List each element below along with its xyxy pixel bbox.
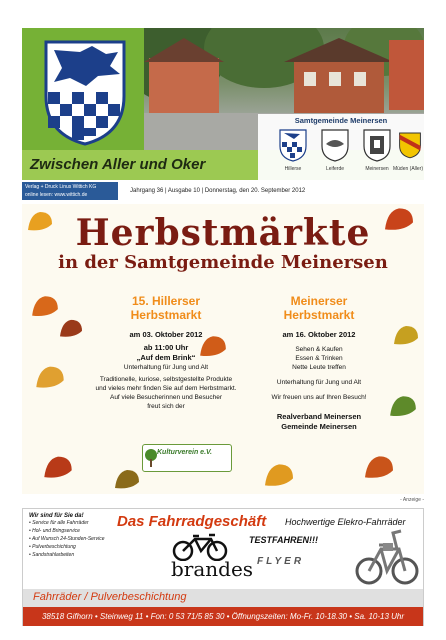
leaf-icon [58, 318, 84, 340]
leaf-icon [34, 364, 66, 392]
services-intro: Wir sind für Sie da! [29, 513, 84, 519]
tree-icon [145, 448, 157, 468]
service-item: • Pulverbeschichtung [29, 544, 76, 550]
leaf-icon [362, 454, 396, 482]
leaf-icon [30, 294, 60, 320]
leaf-icon [262, 462, 296, 490]
brandes-band [23, 589, 423, 607]
services-list [29, 513, 119, 559]
meinersen-line-3: Nette Leute treffen [292, 364, 346, 371]
meinersen-line-1: Sehen & Kaufen [295, 346, 343, 353]
flyer-logo-text: FLYER [257, 556, 305, 567]
meinersen-org-1: Realverband Meinersen [276, 412, 362, 421]
meinersen-heading-2: Herbstmarkt [283, 308, 355, 322]
header-green-block [22, 28, 152, 150]
ad-subtitle: in der Samtgemeinde Meinersen [58, 252, 388, 273]
brandes-ad [22, 508, 424, 626]
hillerse-market-column [82, 294, 250, 411]
mueden-crest-icon [398, 128, 422, 162]
hillerse-place: „Auf dem Brink“ [136, 353, 196, 362]
service-item: • Hol- und Bringservice [29, 528, 80, 534]
service-item: • Service für alle Fahrräder [29, 520, 89, 526]
brandes-tagline: Hochwertige Elekro-Fahrräder [285, 517, 406, 527]
leaf-icon [42, 454, 74, 482]
meinersen-org-2: Gemeinde Meinersen [281, 422, 357, 431]
brandes-footer: 38518 Gifhorn • Steinweg 11 • Fon: 0 53 71/5 85 30 • Öffnungszeiten: Mo-Fr. 10-18.30 • Sa. 10-13 Uhr [23, 607, 423, 626]
anzeige-label: - Anzeige - [400, 497, 424, 503]
crest-label-meinersen: Meinersen [365, 166, 389, 172]
newspaper-title: Zwischen Aller und Oker [30, 156, 206, 173]
hillerse-date: am 03. Oktober 2012 [129, 330, 203, 339]
leaf-icon [392, 324, 420, 348]
samtgemeinde-panel [258, 114, 424, 180]
samtgemeinde-title: Samtgemeinde Meinersen [294, 116, 388, 125]
leaf-icon [112, 468, 142, 492]
publisher-url[interactable]: online lesen: www.wittich.de [25, 192, 88, 198]
issue-info-bar [22, 182, 424, 200]
flyer-logo [257, 551, 353, 565]
publisher-box [22, 182, 118, 200]
meinersen-line-2: Essen & Trinken [295, 355, 343, 362]
testfahren-label: TESTFAHREN!!! [249, 535, 318, 545]
e-bike-icon [355, 525, 419, 587]
issue-line: Jahrgang 36 | Ausgabe 10 | Donnerstag, den 20. September 2012 [130, 188, 306, 194]
hillerse-heading-1: 15. Hillerser [131, 294, 201, 308]
meinersen-line-4: Unterhaltung für Jung und Alt [276, 379, 362, 386]
newspaper-header [22, 28, 424, 180]
brandes-logo-text: brandes [171, 557, 254, 581]
meinersen-heading-1: Meinerser [290, 294, 348, 308]
ad-title: Herbstmärkte [75, 212, 371, 254]
meinersen-crest-icon [362, 128, 392, 162]
leiferde-crest-icon [320, 128, 350, 162]
hillerse-line-1: Unterhaltung für Jung und Alt [123, 364, 209, 371]
hillerse-line-3: und vieles mehr finden Sie auf dem Herbstmarkt. [95, 385, 237, 392]
crest-label-hillerse: Hillerse [284, 166, 302, 172]
hillerse-line-4: Auf viele Besucherinnen und Besucher [109, 394, 223, 401]
meinersen-market-column [244, 294, 394, 432]
kulturverein-text: Kulturverein e.V. [157, 449, 212, 456]
hillerse-heading-2: Herbstmarkt [130, 308, 202, 322]
brandes-headline: Das Fahrradgeschäft [117, 513, 267, 530]
crest-label-mueden: Müden (Aller) [392, 166, 423, 172]
hillerse-crest-icon [278, 128, 308, 162]
meinersen-date: am 16. Oktober 2012 [282, 330, 356, 339]
hillerse-line-2: Traditionelle, kuriose, selbstgestellte Produkte [99, 376, 233, 383]
crest-label-leiferde: Leiferde [325, 166, 345, 172]
hillerse-time: ab 11:00 Uhr [143, 343, 189, 352]
service-item: • Auf Wunsch 24-Stunden-Service [29, 536, 105, 542]
brandes-band-text: Fahrräder / Pulverbeschichtung [33, 591, 187, 603]
herbstmaerkte-ad [22, 204, 424, 494]
coat-of-arms-icon [40, 38, 130, 146]
meinersen-line-5: Wir freuen uns auf Ihren Besuch! [271, 394, 367, 401]
service-item: • Sandstrahlarbeiten [29, 552, 75, 558]
hillerse-line-5: freut sich der [147, 403, 185, 410]
publisher-name: Verlag + Druck Linus Wittich KG [25, 184, 97, 190]
kulturverein-logo [142, 444, 232, 472]
